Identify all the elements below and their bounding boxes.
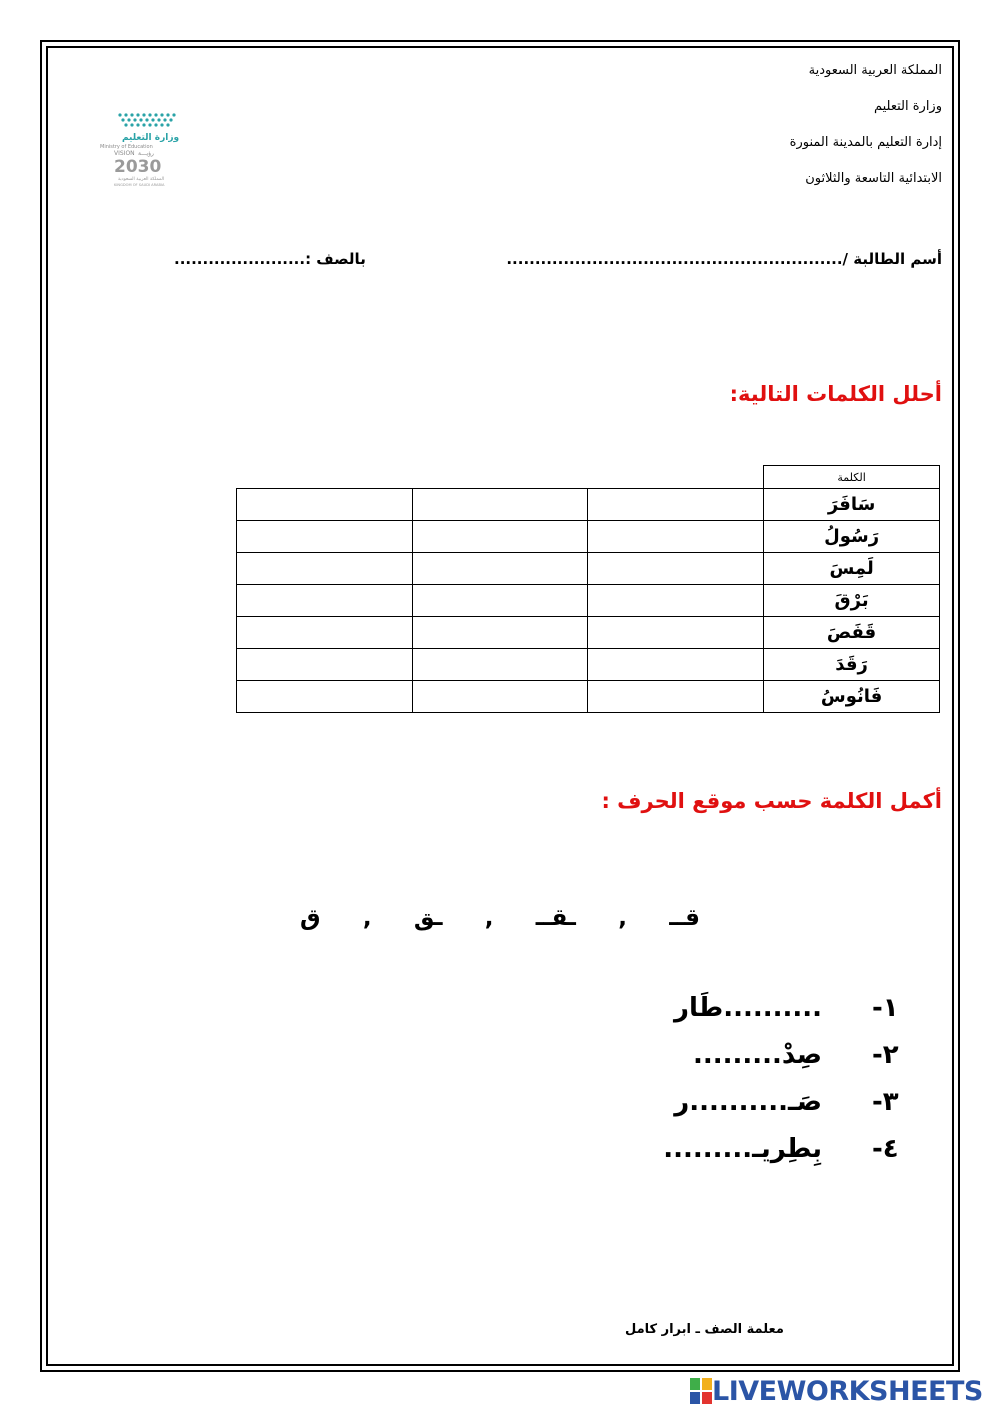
- section2-title: أكمل الكلمة حسب موقع الحرف :: [601, 789, 942, 813]
- answer-cell[interactable]: [412, 681, 588, 713]
- header-directorate: إدارة التعليم بالمدينة المنورة: [789, 135, 942, 150]
- question-3-number: ٣-: [872, 1087, 899, 1117]
- student-name-field[interactable]: [506, 250, 942, 268]
- header-ministry: وزارة التعليم: [873, 99, 942, 114]
- question-2-number: ٢-: [872, 1040, 899, 1070]
- answer-cell[interactable]: [412, 489, 588, 521]
- separator-comma: ,: [362, 905, 372, 931]
- logo-ministry-arabic: وزارة التعليم: [122, 133, 180, 143]
- student-class-dots[interactable]: .......................: [174, 250, 306, 268]
- logo-vision-word: VISION: [114, 150, 135, 157]
- header-school: الابتدائية التاسعة والثلاثون: [805, 171, 942, 186]
- answer-cell[interactable]: [588, 553, 764, 585]
- liveworksheets-brand[interactable]: [690, 1376, 983, 1406]
- header-kingdom: المملكة العربية السعودية: [808, 63, 942, 78]
- answer-cell[interactable]: [412, 521, 588, 553]
- student-class-field[interactable]: [174, 250, 366, 268]
- answer-cell[interactable]: [237, 617, 413, 649]
- student-name-dots[interactable]: ...........................................................: [506, 250, 843, 268]
- answer-cell[interactable]: [237, 681, 413, 713]
- table-row: [237, 617, 940, 649]
- word-cell: رَسُولُ: [764, 521, 940, 553]
- answer-cell[interactable]: [588, 681, 764, 713]
- ministry-vision-2030-logo: [92, 106, 188, 192]
- answer-cell[interactable]: [237, 553, 413, 585]
- logo-vision-arabic: رؤيـــة: [138, 150, 154, 157]
- answer-cell[interactable]: [588, 585, 764, 617]
- table-row: [237, 553, 940, 585]
- word-cell: بَرْقَ: [764, 585, 940, 617]
- logo-vision-caption-en: KINGDOM OF SAUDI ARABIA: [114, 183, 165, 187]
- separator-comma: ,: [618, 905, 627, 931]
- question-2-text[interactable]: صِدْ.........: [692, 1040, 822, 1070]
- table-column-header: الكلمة: [764, 466, 940, 489]
- table-row: [237, 681, 940, 713]
- word-cell: رَقَدَ: [764, 649, 940, 681]
- letter-form: ـقــ: [535, 905, 576, 931]
- word-cell: سَافَرَ: [764, 489, 940, 521]
- question-3-text[interactable]: صَـ..........ر: [674, 1087, 822, 1117]
- answer-cell[interactable]: [412, 649, 588, 681]
- answer-cell[interactable]: [237, 489, 413, 521]
- answer-cell[interactable]: [588, 521, 764, 553]
- letter-form: ـق: [413, 905, 443, 931]
- word-cell: قَفَصَ: [764, 617, 940, 649]
- answer-cell[interactable]: [412, 553, 588, 585]
- liveworksheets-text: LIVEWORKSHEETS: [712, 1375, 983, 1407]
- student-class-label: بالصف :: [305, 250, 366, 268]
- question-4-text[interactable]: بِطِريـ.........: [663, 1134, 822, 1164]
- section1-title: أحلل الكلمات التالية:: [729, 382, 942, 406]
- letter-form: قــ: [669, 905, 700, 931]
- answer-cell[interactable]: [412, 617, 588, 649]
- answer-cell[interactable]: [588, 649, 764, 681]
- logo-ministry-english: Ministry of Education: [100, 144, 153, 150]
- liveworksheets-logo-icon: [690, 1378, 712, 1404]
- logo-vision-caption: المملكة العربية السعودية: [118, 177, 165, 182]
- logo-dots-icon: [118, 113, 175, 126]
- separator-comma: ,: [484, 905, 494, 931]
- question-1-text[interactable]: ..........طَار: [674, 993, 822, 1023]
- question-4-number: ٤-: [872, 1134, 899, 1164]
- table-row: [237, 649, 940, 681]
- answer-cell[interactable]: [237, 649, 413, 681]
- question-1-number: ١-: [872, 993, 899, 1023]
- word-analysis-table: [236, 465, 940, 713]
- answer-cell[interactable]: [237, 585, 413, 617]
- table-row: [237, 521, 940, 553]
- table-row: [237, 585, 940, 617]
- student-name-label: أسم الطالبة /: [842, 250, 942, 268]
- answer-cell[interactable]: [588, 489, 764, 521]
- answer-cell[interactable]: [588, 617, 764, 649]
- letter-position-forms: [300, 905, 700, 931]
- answer-cell[interactable]: [237, 521, 413, 553]
- teacher-signature: معلمة الصف ـ ابرار كامل: [625, 1322, 784, 1337]
- word-cell: فَانُوسُ: [764, 681, 940, 713]
- word-cell: لَمِسَ: [764, 553, 940, 585]
- letter-form: ق: [300, 905, 321, 931]
- table-row: [237, 489, 940, 521]
- logo-vision-year: 2030: [114, 157, 162, 177]
- answer-cell[interactable]: [412, 585, 588, 617]
